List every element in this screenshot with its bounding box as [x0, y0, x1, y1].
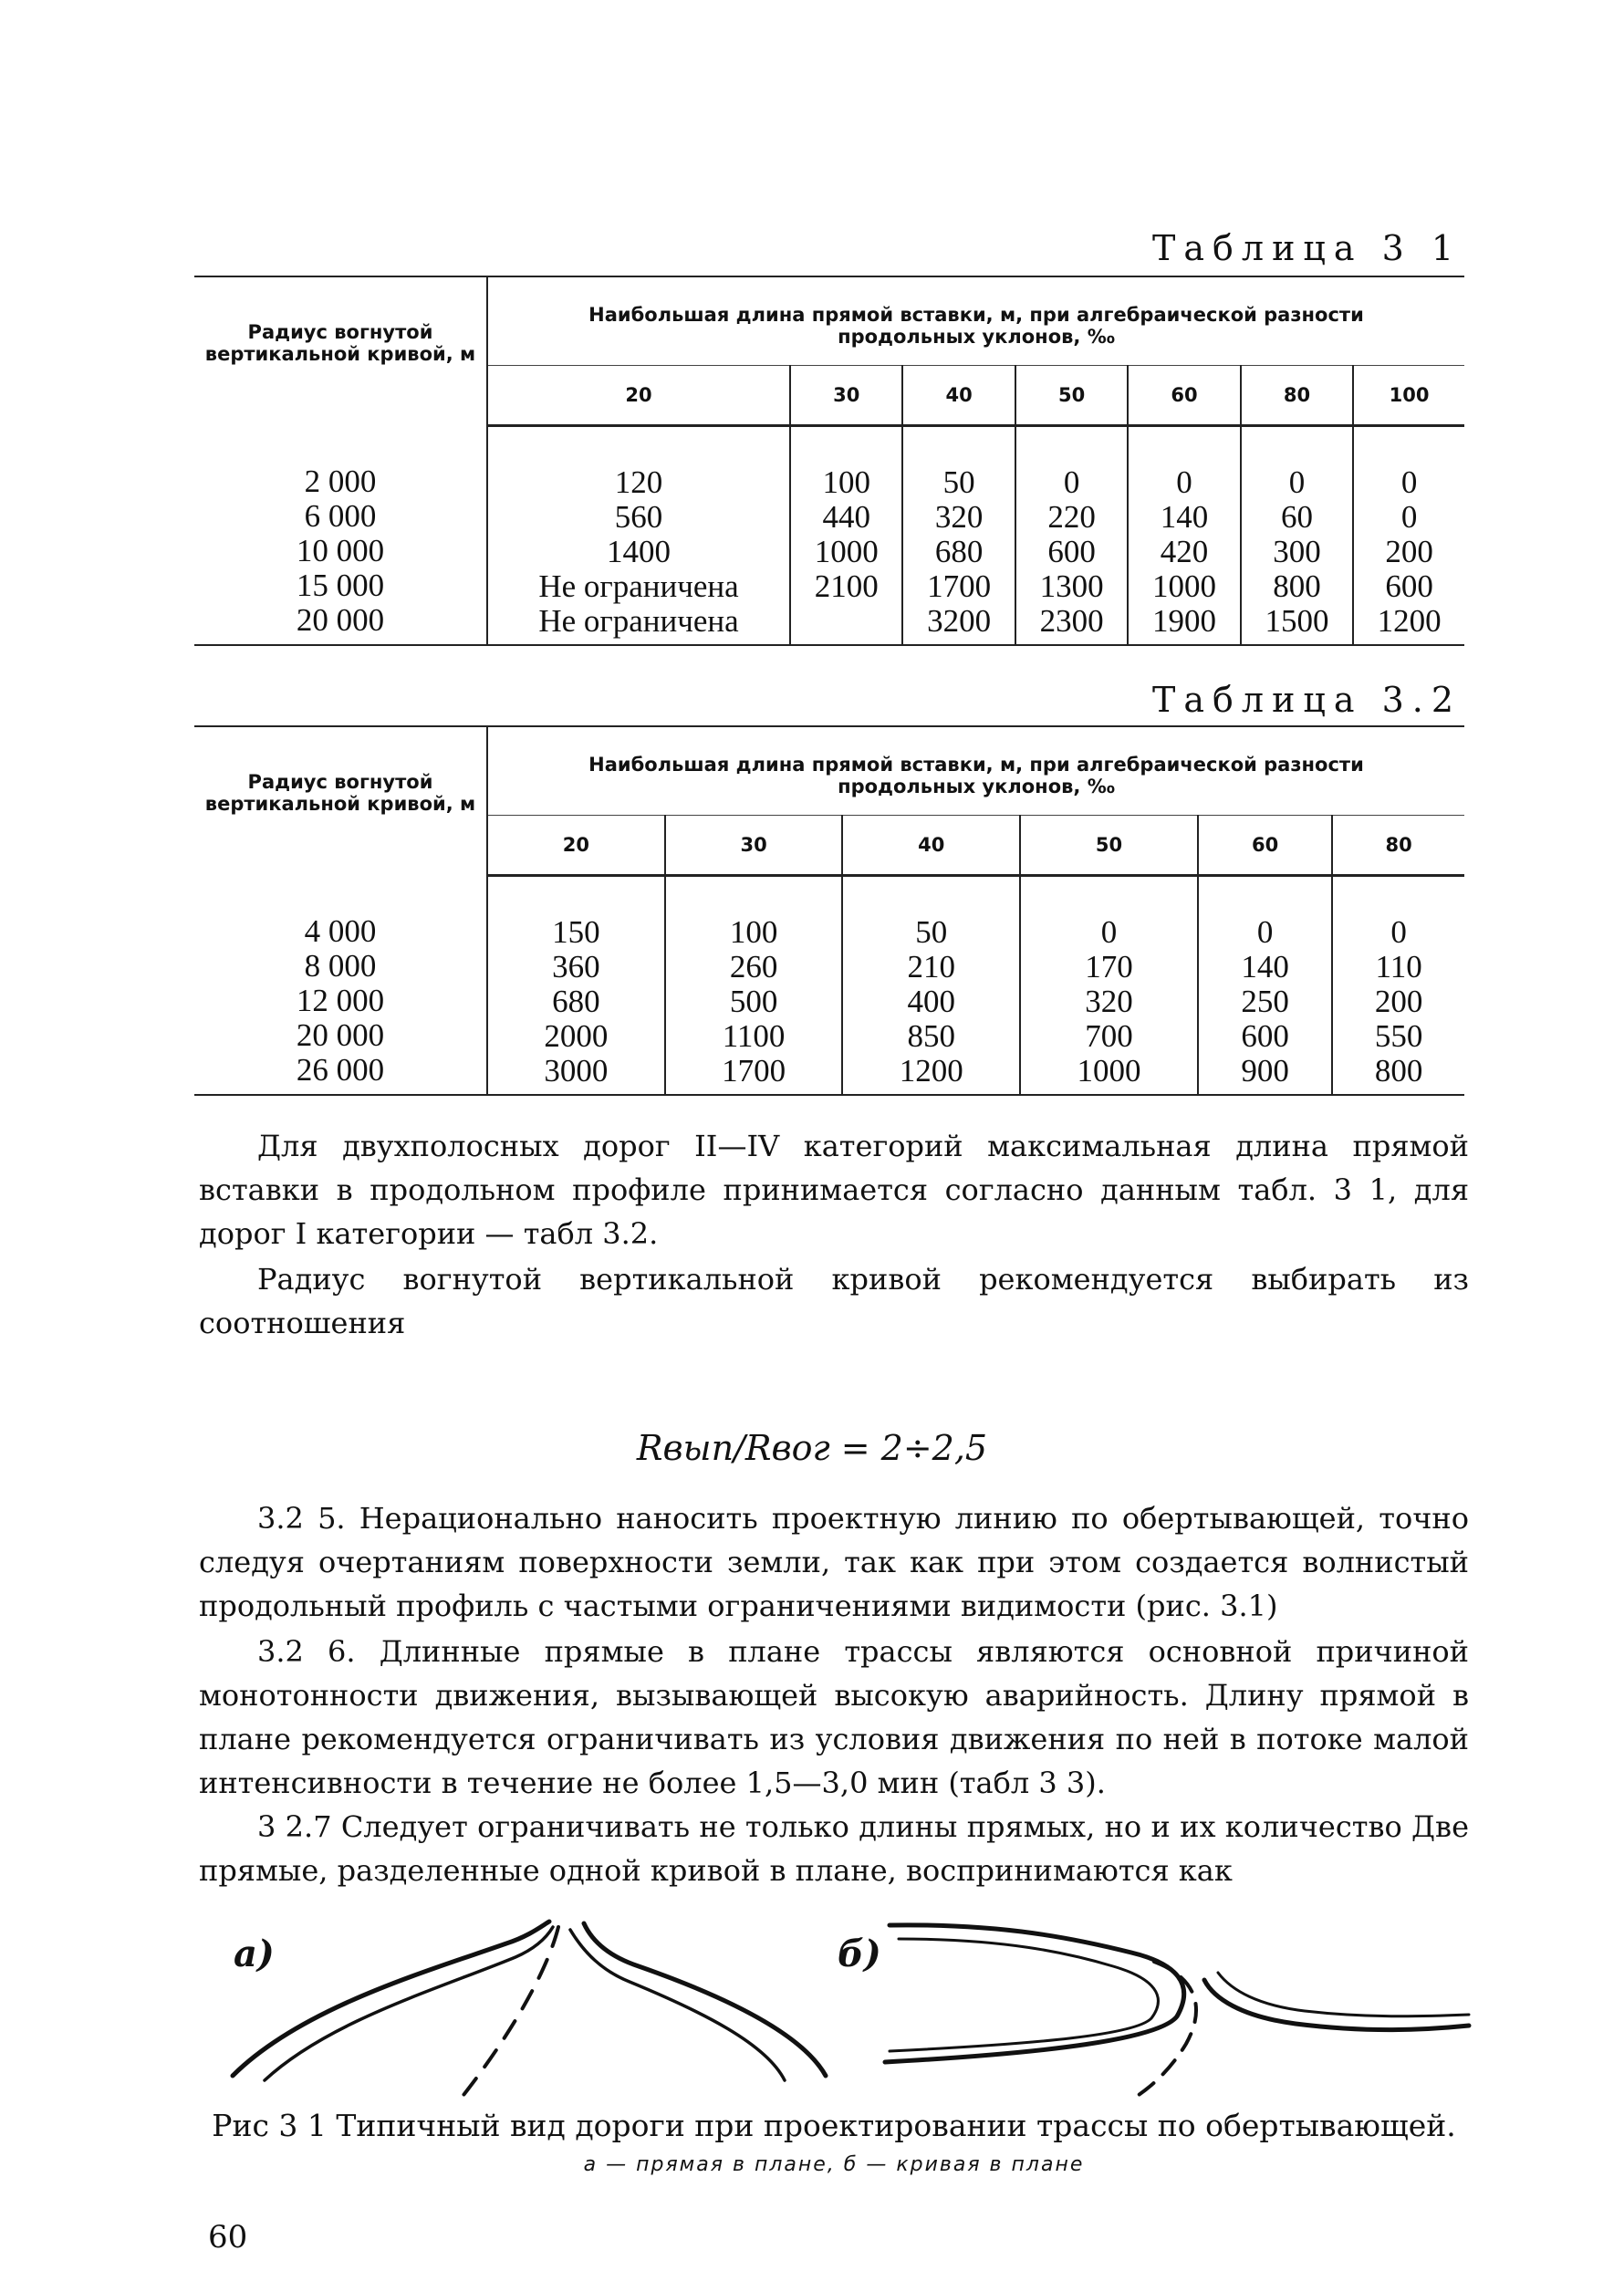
table1-span-header: Наибольшая длина прямой вставки, м, при алгебраической разности продольных уклонов, ‰ — [487, 276, 1464, 366]
table-cell: 100 — [729, 914, 778, 950]
table-cell: 2000 — [544, 1018, 609, 1054]
table-cell: 150 — [552, 914, 600, 950]
table1-col-header: 20 — [487, 366, 790, 426]
table-cell: 140 — [1160, 499, 1209, 535]
table-cell: 0 — [1256, 914, 1274, 950]
table2-column-80 — [1332, 876, 1464, 1096]
table1-col-header: 60 — [1128, 366, 1240, 426]
table-cell: 2300 — [1039, 603, 1104, 639]
table-cell: 26 000 — [296, 1051, 385, 1088]
table-cell: Не ограничена — [538, 568, 739, 604]
table-cell: 260 — [729, 949, 778, 985]
paragraph-table-reference — [199, 1124, 1469, 1255]
radius-ratio-formula: Rвып/Rвог = 2÷2,5 — [636, 1428, 988, 1468]
table-cell: 1200 — [899, 1053, 963, 1089]
road-edge-inner — [890, 1939, 1158, 2051]
road-edge-right-inner — [570, 1930, 785, 2080]
table-cell: 220 — [1047, 499, 1096, 535]
table-cell: 500 — [729, 984, 778, 1019]
road-alignment-figure — [0, 1916, 1624, 2108]
table2-col-header: 40 — [842, 816, 1020, 876]
table-cell: 800 — [1273, 568, 1321, 604]
table-cell: 600 — [1385, 568, 1433, 604]
table-cell: 250 — [1241, 984, 1289, 1019]
table-cell: 440 — [822, 499, 870, 535]
table-cell: 10 000 — [296, 532, 385, 568]
table-cell: 1900 — [1152, 603, 1217, 639]
table-cell: 1700 — [927, 568, 992, 604]
table1-radius-header: Радиус вогнутой вертикальной кривой, м — [194, 276, 487, 426]
figure-a-straight-road — [233, 1922, 826, 2099]
table-cell: 560 — [614, 499, 663, 535]
table-cell: 6 000 — [304, 497, 377, 534]
table-cell: 700 — [1085, 1018, 1133, 1054]
road-exit-edge-outer — [1204, 1980, 1469, 2030]
table-cell: 0 — [1400, 499, 1418, 535]
table2-col-header: 80 — [1332, 816, 1464, 876]
table-cell: 20 000 — [296, 601, 385, 638]
table-cell: 200 — [1374, 984, 1423, 1019]
figure-b-label: б) — [838, 1933, 881, 1975]
table2-radius-column — [194, 876, 487, 1096]
table1-col-header: 30 — [790, 366, 902, 426]
table-3-2 — [194, 725, 1464, 1096]
table1-column-20 — [487, 426, 790, 646]
table-cell: 210 — [907, 949, 956, 985]
table1-col-header: 100 — [1353, 366, 1464, 426]
table-cell: 800 — [1374, 1053, 1423, 1089]
table1-col-header: 80 — [1241, 366, 1353, 426]
table-cell: 110 — [1375, 949, 1422, 985]
table-cell: 1000 — [1152, 568, 1217, 604]
table-cell: 8 000 — [304, 947, 377, 984]
table-cell: 1400 — [607, 534, 671, 569]
table-cell: 1200 — [1377, 603, 1442, 639]
paragraph-text: Радиус вогнутой вертикальной кривой рекомендуется выбирать из соотношения — [199, 1262, 1469, 1340]
table-cell: 1700 — [722, 1053, 786, 1089]
table-cell: 3200 — [927, 603, 992, 639]
figure-b-curved-road — [885, 1925, 1469, 2097]
road-edge-left — [233, 1922, 549, 2076]
table-cell: 120 — [614, 464, 663, 500]
table1-col-header: 50 — [1015, 366, 1128, 426]
table-cell: 320 — [934, 499, 984, 535]
table-cell: Не ограничена — [538, 603, 739, 639]
table-cell: 2100 — [814, 568, 879, 604]
figure-caption: Рис 3 1 Типичный вид дороги при проектировании трассы по обертывающей. — [212, 2108, 1456, 2143]
table-3-1 — [194, 276, 1464, 646]
table1-column-60 — [1128, 426, 1240, 646]
table2-col-header: 50 — [1020, 816, 1198, 876]
table-cell: 15 000 — [296, 567, 385, 603]
paragraph-3-2-7 — [199, 1805, 1469, 1892]
table-cell: 680 — [552, 984, 600, 1019]
table-cell: 170 — [1085, 949, 1133, 985]
road-edge-right — [584, 1923, 826, 2076]
table-cell: 0 — [1063, 464, 1080, 500]
table-cell: 550 — [1374, 1018, 1423, 1054]
table2-span-header: Наибольшая длина прямой вставки, м, при алгебраической разности продольных уклонов, ‰ — [487, 726, 1464, 816]
table2-caption: Таблица 3.2 — [1152, 680, 1462, 720]
table-cell: 1300 — [1039, 568, 1104, 604]
table-cell: 600 — [1047, 534, 1096, 569]
table2-col-header: 20 — [487, 816, 665, 876]
table2-col-header: 30 — [665, 816, 843, 876]
table-cell: 850 — [907, 1018, 956, 1054]
road-edge-left-inner — [265, 1927, 553, 2080]
table-cell: 140 — [1241, 949, 1289, 985]
table-cell: 20 000 — [296, 1016, 385, 1053]
table1-column-40 — [902, 426, 1015, 646]
table1-radius-column — [194, 426, 487, 646]
figure-subcaption: а — прямая в плане, б — кривая в плане — [583, 2153, 1085, 2176]
table2-column-50 — [1020, 876, 1198, 1096]
table-cell: 0 — [1100, 914, 1118, 950]
table2-column-60 — [1198, 876, 1332, 1096]
table1-column-30 — [790, 426, 902, 646]
paragraph-text: 3 2.7 Следует ограничивать не только длины прямых, но и их количество Две прямые, разделенные одной кривой в плане, воспринимаются как — [199, 1809, 1469, 1888]
table1-column-100 — [1353, 426, 1464, 646]
table2-col-header: 60 — [1198, 816, 1332, 876]
table-cell: 50 — [942, 464, 975, 500]
table-cell: 320 — [1085, 984, 1133, 1019]
table-cell: 360 — [552, 949, 600, 985]
road-exit-edge-inner — [1218, 1973, 1469, 2016]
table2-column-40 — [842, 876, 1020, 1096]
table1-caption: Таблица 3 1 — [1152, 228, 1462, 268]
table-cell: 1000 — [1077, 1053, 1141, 1089]
table-cell: 50 — [915, 914, 948, 950]
table-cell: 400 — [907, 984, 956, 1019]
table-cell: 60 — [1280, 499, 1313, 535]
table-cell: 4 000 — [304, 912, 377, 949]
table2-column-30 — [665, 876, 843, 1096]
table-cell: 420 — [1160, 534, 1209, 569]
table-cell: 0 — [1176, 464, 1192, 500]
table-cell: 0 — [1390, 914, 1407, 950]
table-cell: 1500 — [1265, 603, 1329, 639]
table-cell: 12 000 — [296, 982, 385, 1018]
road-centerline-dashed — [1136, 1962, 1196, 2097]
table-cell: 1000 — [814, 534, 879, 569]
table2-column-20 — [487, 876, 665, 1096]
figure-a-label: а) — [234, 1933, 275, 1975]
paragraph-text: 3.2 6. Длинные прямые в плане трассы являются основной причиной монотонности движения, вызывающей высокую аварийность. Длину прямой в плане рекомендуется ограничивать из условия движения по ней в потоке малой интенсивности в течение не более 1,5—3,0 мин (табл 3 3). — [199, 1634, 1469, 1800]
table1-col-header: 40 — [902, 366, 1015, 426]
table1-column-80 — [1241, 426, 1353, 646]
table-cell: 900 — [1241, 1053, 1289, 1089]
table-cell: 100 — [822, 464, 870, 500]
paragraph-text: 3.2 5. Нерационально наносить проектную линию по обертывающей, точно следуя очертаниям поверхности земли, так как при этом создается волнистый продольный профиль с частыми ограничениями видимости (рис. 3.1) — [199, 1501, 1469, 1623]
page-number: 60 — [208, 2219, 248, 2256]
table-cell: 0 — [1288, 464, 1306, 500]
table-cell: 3000 — [544, 1053, 609, 1089]
table-cell: 200 — [1385, 534, 1433, 569]
paragraph-3-2-6 — [199, 1630, 1469, 1805]
table1-column-50 — [1015, 426, 1128, 646]
table-cell: 600 — [1241, 1018, 1289, 1054]
table-cell: 300 — [1273, 534, 1321, 569]
paragraph-text: Для двухполосных дорог II—IV категорий максимальная длина прямой вставки в продольном профиле принимается согласно данным табл. 3 1, для дорог I категории — табл 3.2. — [199, 1129, 1469, 1251]
table-cell: 0 — [1400, 464, 1418, 500]
table2-radius-header: Радиус вогнутой вертикальной кривой, м — [194, 726, 487, 876]
table-cell: 2 000 — [304, 463, 377, 499]
table-cell: 1100 — [722, 1018, 786, 1054]
paragraph-3-2-5 — [199, 1496, 1469, 1628]
table-cell: 680 — [934, 534, 984, 569]
paragraph-radius-ratio — [199, 1257, 1469, 1345]
